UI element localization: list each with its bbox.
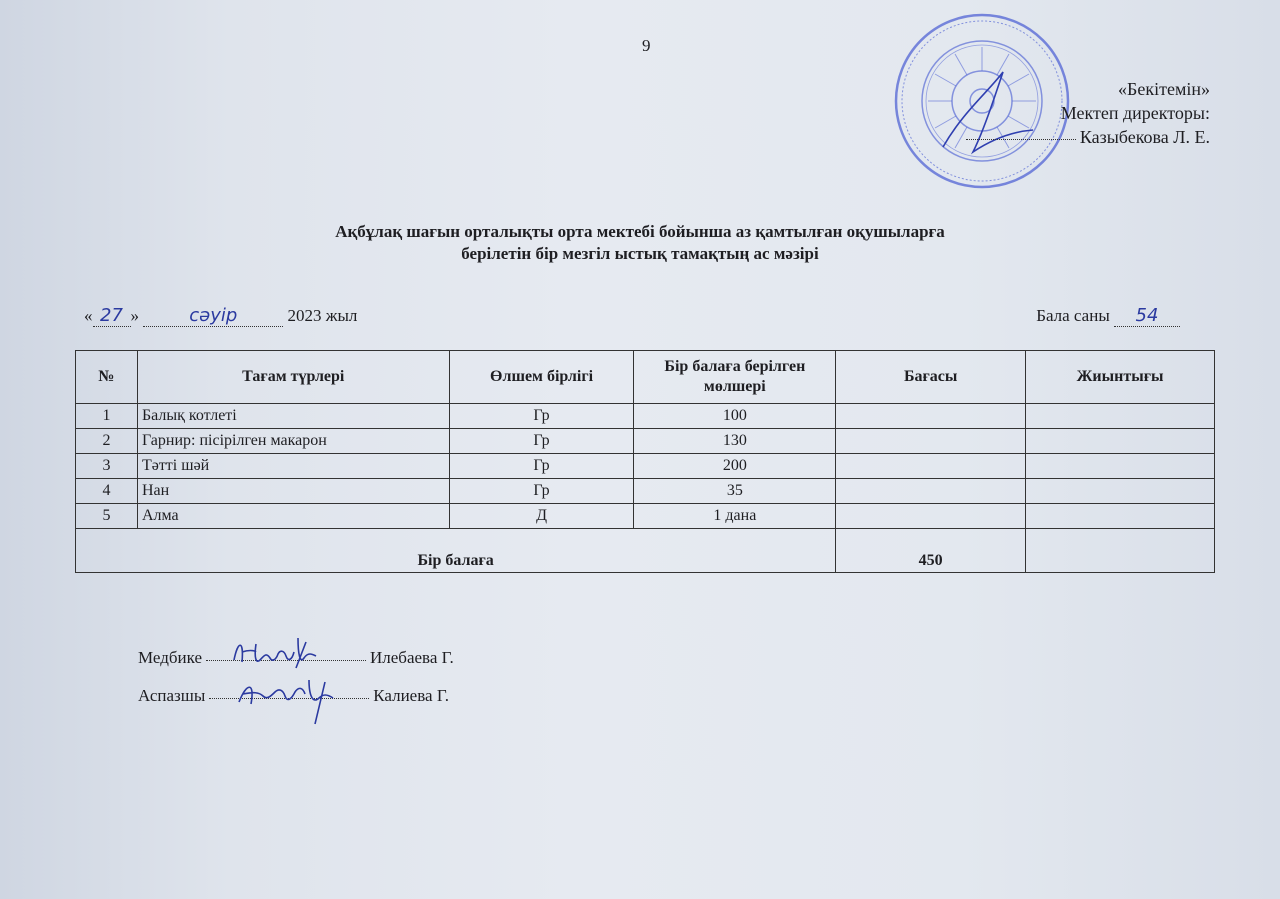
row-amount: 130 (634, 429, 836, 454)
row-amount: 35 (634, 479, 836, 504)
total-value: 450 (836, 529, 1026, 573)
table-row (76, 404, 1215, 429)
row-price (836, 429, 1026, 454)
date-month: сәуір (189, 305, 238, 326)
signature-cook (138, 686, 449, 706)
row-dish: Тәтті шәй (137, 454, 449, 479)
date-year: 2023 жыл (287, 306, 358, 325)
row-amount: 1 дана (634, 504, 836, 529)
header-number: № (76, 351, 138, 404)
signature-name: Калиева Г. (373, 686, 449, 705)
row-amount: 100 (634, 404, 836, 429)
row-number: 3 (76, 454, 138, 479)
approval-heading: «Бекітемін» (1118, 79, 1210, 99)
row-total (1026, 454, 1215, 479)
header-dish: Тағам түрлері (137, 351, 449, 404)
table-row (76, 429, 1215, 454)
signature-line (206, 660, 366, 661)
row-number: 2 (76, 429, 138, 454)
approval-block (966, 77, 1210, 149)
signature-role: Аспазшы (138, 686, 206, 705)
row-price (836, 404, 1026, 429)
page-number: 9 (642, 36, 651, 55)
row-number: 1 (76, 404, 138, 429)
approval-signature-line (966, 139, 1076, 140)
row-unit: Гр (449, 429, 634, 454)
signature-line (209, 698, 369, 699)
row-number: 4 (76, 479, 138, 504)
date-close-quote: » (130, 306, 139, 325)
row-dish: Балық котлеті (137, 404, 449, 429)
row-price (836, 504, 1026, 529)
row-price (836, 454, 1026, 479)
row-price (836, 479, 1026, 504)
header-amount: Бір балаға берілген мөлшері (634, 351, 836, 404)
row-dish: Гарнир: пісірілген макарон (137, 429, 449, 454)
title-line-2: берілетін бір мезгіл ыстық тамақтың ас мәзірі (461, 244, 819, 263)
row-amount: 200 (634, 454, 836, 479)
signature-nurse (138, 648, 454, 668)
approval-position: Мектеп директоры: (1060, 103, 1210, 123)
menu-table (75, 350, 1215, 573)
row-total (1026, 504, 1215, 529)
row-unit: Гр (449, 404, 634, 429)
total-label: Бір балаға (76, 529, 836, 573)
child-count-line (1036, 305, 1180, 327)
row-total (1026, 404, 1215, 429)
row-total (1026, 479, 1215, 504)
signature-name: Илебаева Г. (370, 648, 454, 667)
header-total: Жиынтығы (1026, 351, 1215, 404)
title-line-1: Ақбұлақ шағын орталықты орта мектебі бойынша аз қамтылған оқушыларға (335, 222, 945, 241)
signature-role: Медбике (138, 648, 202, 667)
document-title (0, 221, 1280, 265)
total-sum (1026, 529, 1215, 573)
table-row (76, 454, 1215, 479)
date-line (84, 305, 357, 327)
child-count-label: Бала саны (1036, 306, 1110, 325)
approval-name: Казыбекова Л. Е. (1079, 127, 1210, 147)
row-unit: Д (449, 504, 634, 529)
row-unit: Гр (449, 454, 634, 479)
row-total (1026, 429, 1215, 454)
child-count-value: 54 (1135, 305, 1159, 326)
table-header-row (76, 351, 1215, 404)
table-row (76, 479, 1215, 504)
date-open-quote: « (84, 306, 93, 325)
row-dish: Алма (137, 504, 449, 529)
row-unit: Гр (449, 479, 634, 504)
handwritten-signature-icon (229, 668, 359, 728)
date-day: 27 (100, 305, 123, 326)
table-total-row (76, 529, 1215, 573)
row-number: 5 (76, 504, 138, 529)
header-price: Бағасы (836, 351, 1026, 404)
header-unit: Өлшем бірлігі (449, 351, 634, 404)
table-row (76, 504, 1215, 529)
row-dish: Нан (137, 479, 449, 504)
